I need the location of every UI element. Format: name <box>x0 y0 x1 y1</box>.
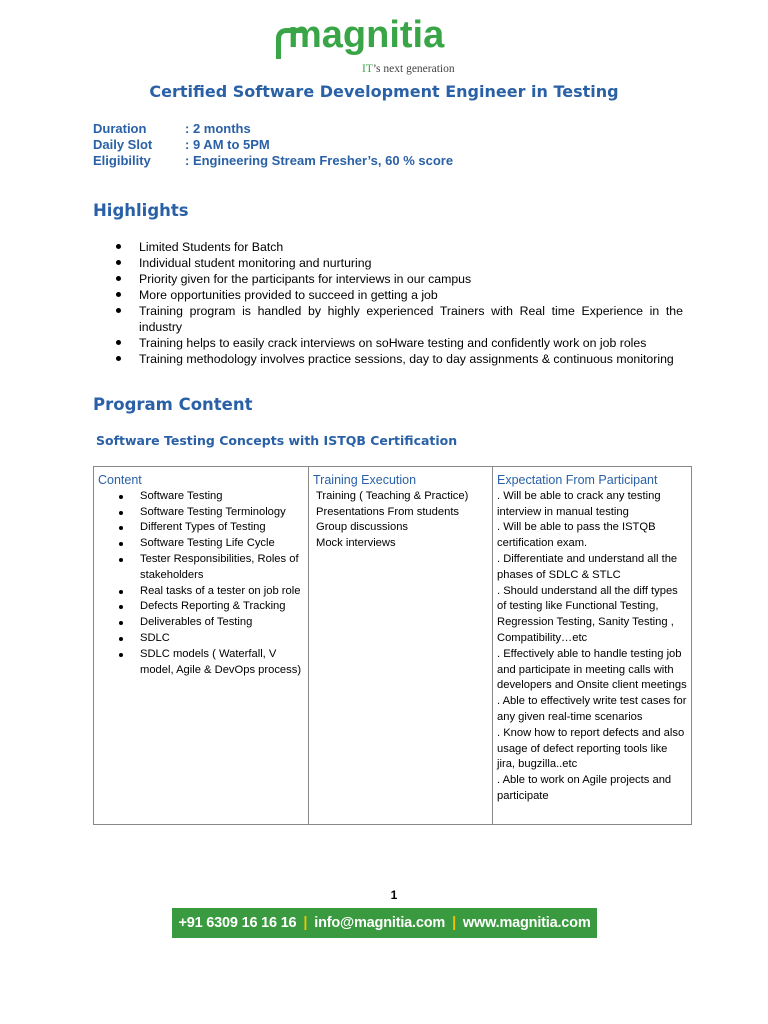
expectation-item: . Will be able to pass the ISTQB certification exam. <box>497 521 656 550</box>
expectation-item: . Will be able to crack any testing interview in manual testing <box>497 489 661 518</box>
training-execution-cell <box>309 489 493 825</box>
execution-item: Group discussions <box>316 521 409 534</box>
content-item: Software Testing <box>98 489 304 505</box>
content-item: SDLC models ( Waterfall, V model, Agile & DevOps process) <box>98 647 304 679</box>
expectation-item: . Know how to report defects and also usage of defect reporting tools like jira, bugzilla..etc <box>497 726 685 771</box>
table-row <box>94 489 692 825</box>
meta-value: : 9 AM to 5PM <box>185 137 270 152</box>
content-item: Tester Responsibilities, Roles of stakeholders <box>98 552 304 584</box>
content-item: Software Testing Life Cycle <box>98 536 304 552</box>
meta-value: : 2 months <box>185 121 251 136</box>
expectation-item: . Effectively able to handle testing job and participate in meeting calls with developers and Onsite client meetings <box>497 647 687 692</box>
expectation-cell <box>493 489 692 825</box>
highlight-item: Training program is handled by highly experienced Trainers with Real time Experience in the industry <box>112 303 683 335</box>
execution-list <box>313 489 488 552</box>
content-item: Software Testing Terminology <box>98 505 304 521</box>
meta-key: Duration <box>93 121 147 136</box>
content-item: SDLC <box>98 631 304 647</box>
execution-item: Mock interviews <box>316 537 396 550</box>
course-meta <box>93 121 453 169</box>
highlight-item: Limited Students for Batch <box>112 239 683 255</box>
highlight-item: Individual student monitoring and nurturing <box>112 255 683 271</box>
meta-daily-slot <box>93 137 453 153</box>
highlight-item: More opportunities provided to succeed in getting a job <box>112 287 683 303</box>
header-content: Content <box>94 467 309 489</box>
expectation-item: . Able to work on Agile projects and participate <box>497 774 672 802</box>
content-item: Different Types of Testing <box>98 520 304 536</box>
document-title: Certified Software Development Engineer in Testing <box>149 82 619 101</box>
highlights-list <box>112 239 683 367</box>
magnitia-logo <box>276 14 486 78</box>
content-item: Deliverables of Testing <box>98 615 304 631</box>
highlights-heading: Highlights <box>93 201 189 220</box>
meta-key: Daily Slot <box>93 137 153 152</box>
meta-key: Eligibility <box>93 153 151 168</box>
header-expectation: Expectation From Participant <box>493 467 692 489</box>
highlight-item: Training helps to easily crack interviews on soHware testing and confidently work on job roles <box>112 335 683 351</box>
execution-item: Training ( Teaching & Practice) <box>316 489 469 502</box>
content-list <box>98 489 304 679</box>
meta-value: : Engineering Stream Fresher’s, 60 % score <box>185 153 454 168</box>
expectation-item: . Differentiate and understand all the phases of SDLC & STLC <box>497 552 678 581</box>
logo-tagline-it: IT <box>362 63 373 75</box>
highlight-item: Priority given for the participants for interviews in our campus <box>112 271 683 287</box>
logo-brand: magnitia <box>288 14 445 56</box>
content-item: Real tasks of a tester on job role <box>98 584 304 600</box>
program-subheading: Software Testing Concepts with ISTQB Certification <box>96 433 458 448</box>
footer-email[interactable]: info@magnitia.com <box>314 915 446 931</box>
contact-footer <box>172 908 597 938</box>
content-item: Defects Reporting & Tracking <box>98 599 304 615</box>
logo-tagline-rest: ’s next generation <box>372 63 455 75</box>
footer-separator: | <box>452 915 456 931</box>
expectation-item: . Should understand all the diff types of testing like Functional Testing, Regression Testing, Sanity Testing , Compatibility…etc <box>497 584 678 644</box>
logo-tagline <box>362 63 455 75</box>
page-number: 1 <box>390 888 398 902</box>
highlight-item: Training methodology involves practice sessions, day to day assignments & continuous monitoring <box>112 351 683 367</box>
expectation-item: . Able to effectively write test cases for any given real-time scenarios <box>497 695 687 723</box>
program-content-heading: Program Content <box>93 395 253 414</box>
content-cell <box>94 489 309 825</box>
header-training-execution: Training Execution <box>309 467 493 489</box>
table-header-row <box>94 467 692 489</box>
footer-website[interactable]: www.magnitia.com <box>462 915 591 931</box>
program-table <box>93 466 692 825</box>
footer-phone: +91 6309 16 16 16 <box>178 915 297 931</box>
expectation-list <box>497 489 687 805</box>
execution-item: Presentations From students <box>316 505 460 518</box>
meta-eligibility <box>93 153 453 169</box>
meta-duration <box>93 121 453 137</box>
footer-separator: | <box>303 915 308 931</box>
